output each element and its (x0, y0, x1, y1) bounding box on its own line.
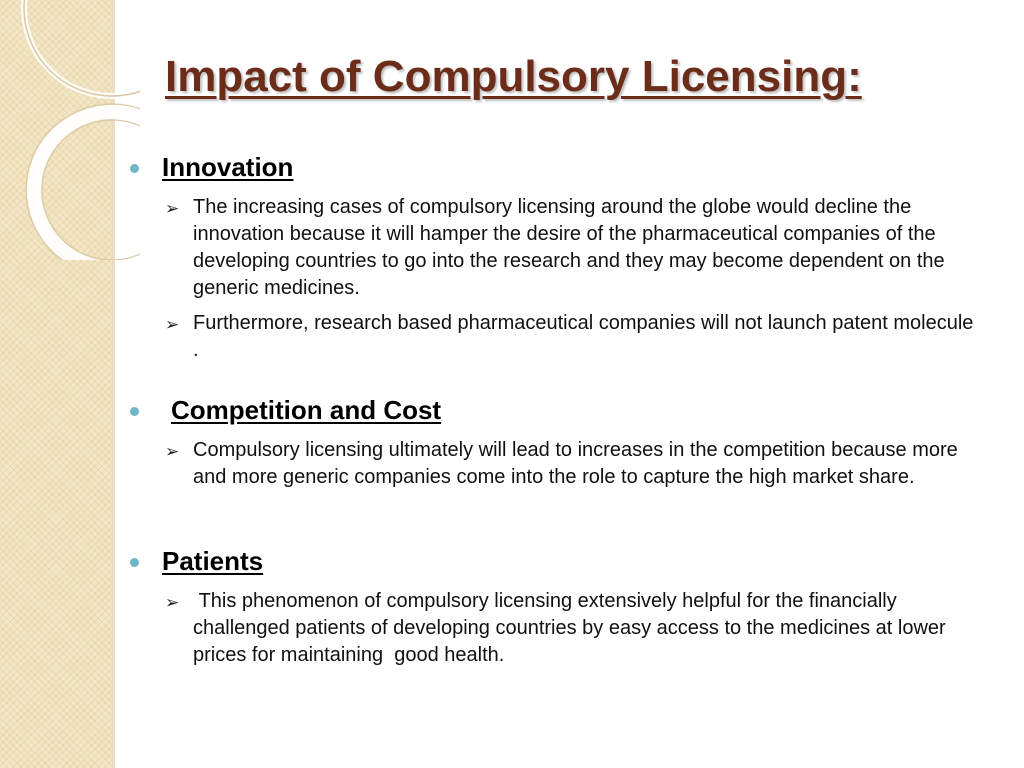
dot-bullet-icon (130, 164, 139, 173)
arrow-bullet-icon: ➢ (165, 315, 180, 334)
sub-bullet-item (165, 194, 984, 302)
arrow-bullet-icon: ➢ (165, 199, 180, 218)
dot-bullet-icon (130, 407, 139, 416)
sub-bullet-text: This phenomenon of compulsory licensing extensively helpful for the financially challenged patients of developing countries by easy access to the medicines at lower prices for maintaining good health. (193, 590, 952, 666)
arrow-bullet-icon: ➢ (165, 593, 180, 612)
sub-bullet-text: The increasing cases of compulsory licensing around the globe would decline the innovation because it will hamper the desire of the pharmaceutical companies of the developing countries to go into the research and they may become dependent on the generic medicines. (193, 196, 945, 299)
sub-bullet-text: Compulsory licensing ultimately will lead to increases in the competition because more and more generic companies come into the role to capture the high market share. (193, 439, 958, 488)
sub-bullet-item (165, 437, 984, 491)
section-innovation (128, 152, 984, 364)
section-competition-and-cost (128, 395, 984, 491)
section-heading: Innovation (162, 152, 294, 182)
section-heading: Patients (162, 546, 264, 576)
section-heading: Competition and Cost (171, 395, 442, 425)
sub-bullet-item (165, 588, 984, 669)
section-patients (128, 546, 984, 669)
slide-title: Impact of Compulsory Licensing: (165, 52, 862, 101)
decorative-circles (0, 0, 140, 260)
dot-bullet-icon (130, 558, 139, 567)
sub-bullet-text: Furthermore, research based pharmaceutical companies will not launch patent molecule . (193, 312, 974, 361)
sub-bullet-item (165, 310, 984, 364)
arrow-bullet-icon: ➢ (165, 442, 180, 461)
